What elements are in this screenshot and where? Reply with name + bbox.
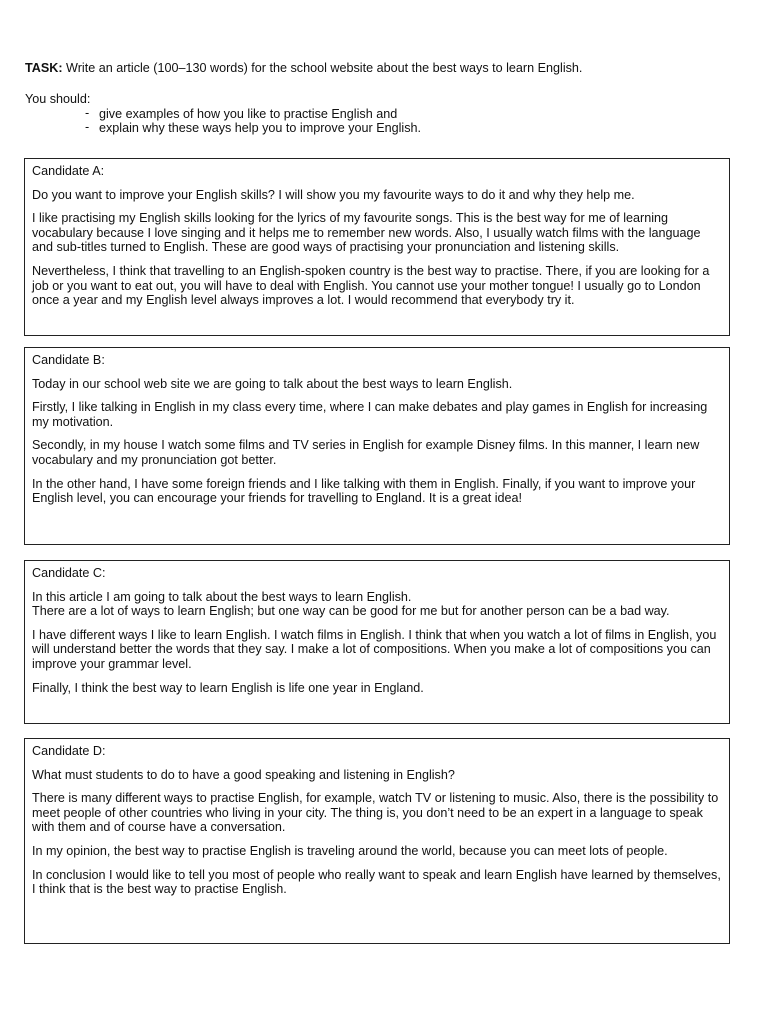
task-label: TASK: [25, 61, 63, 75]
instructions [25, 92, 745, 136]
candidate-a-box [24, 158, 730, 336]
candidate-paragraph: What must students to do to have a good speaking and listening in English? [32, 767, 455, 782]
task-statement [25, 61, 745, 76]
dash-bullet-icon: - [85, 105, 90, 120]
candidate-paragraph: Nevertheless, I think that travelling to an English-spoken country is the best way to practise. There, if you are looking for a job or you want to eat out, you will have to deal with English. You cannot use your mother tongue! I usually go to London once a year and my English level always improves a lot. I would recommend that everybody try it. [32, 263, 710, 308]
candidate-title: Candidate C: [32, 566, 106, 580]
instructions-intro: You should: [25, 92, 91, 106]
candidate-paragraph: Firstly, I like talking in English in my class every time, where I can make debates and play games in English for increasing my motivation. [32, 400, 708, 429]
candidate-title: Candidate B: [32, 353, 105, 367]
candidate-paragraph: Do you want to improve your English skills? I will show you my favourite ways to do it and why they help me. [32, 187, 635, 202]
candidate-b-box [24, 347, 730, 545]
candidate-d-box [24, 738, 730, 944]
candidate-paragraph: Today in our school web site we are going to talk about the best ways to learn English. [32, 376, 513, 391]
candidate-paragraph: Secondly, in my house I watch some films and TV series in English for example Disney films. In this manner, I learn new vocabulary and my pronunciation got better. [32, 438, 700, 467]
instruction-item [85, 121, 745, 136]
candidate-paragraph: There are a lot of ways to learn English; but one way can be good for me but for another person can be a bad way. [32, 604, 670, 619]
instruction-item [85, 107, 745, 122]
candidate-paragraph: I have different ways I like to learn English. I watch films in English. I think that when you watch a lot of films in English, you will understand better the words that they say. I make a lot of compositions. When you make a lot of compositions you can improve your grammar level. [32, 627, 717, 671]
candidate-paragraph: In conclusion I would like to tell you most of people who really want to speak and learn English have learned by themselves, I think that is the best way to practise English. [32, 867, 721, 897]
candidate-paragraph: In this article I am going to talk about the best ways to learn English. [32, 589, 412, 604]
candidate-paragraph: In the other hand, I have some foreign friends and I like talking with them in English. Finally, if you want to improve your English level, you can encourage your friends for travelling to England. It is a great idea! [32, 476, 696, 506]
dash-bullet-icon: - [85, 120, 90, 135]
candidate-paragraph: I like practising my English skills looking for the lyrics of my favourite songs. This is the best way for me of learning vocabulary because I love singing and it helps me to remember new words. Also, I usually watch films with the language and sub-titles turned to English. These are good ways of practising your pronunciation and listening skills. [32, 211, 701, 255]
task-text: Write an article (100–130 words) for the school website about the best ways to learn English. [62, 61, 583, 75]
instruction-text: explain why these ways help you to improve your English. [99, 121, 422, 136]
candidate-c-box [24, 560, 730, 724]
candidate-title: Candidate A: [32, 164, 105, 178]
candidate-title: Candidate D: [32, 744, 106, 758]
instructions-list [25, 107, 745, 136]
instruction-text: give examples of how you like to practise English and [99, 106, 398, 121]
candidate-paragraph: There is many different ways to practise English, for example, watch TV or listening to music. Also, there is the possibility to meet people of other countries who living in your city. The thing is, you don’t need to be an expert in a language to speak with them and of course have a conversation. [32, 791, 719, 835]
candidate-paragraph: In my opinion, the best way to practise English is traveling around the world, because you can meet lots of people. [32, 843, 668, 858]
candidate-paragraph: Finally, I think the best way to learn English is life one year in England. [32, 680, 424, 695]
